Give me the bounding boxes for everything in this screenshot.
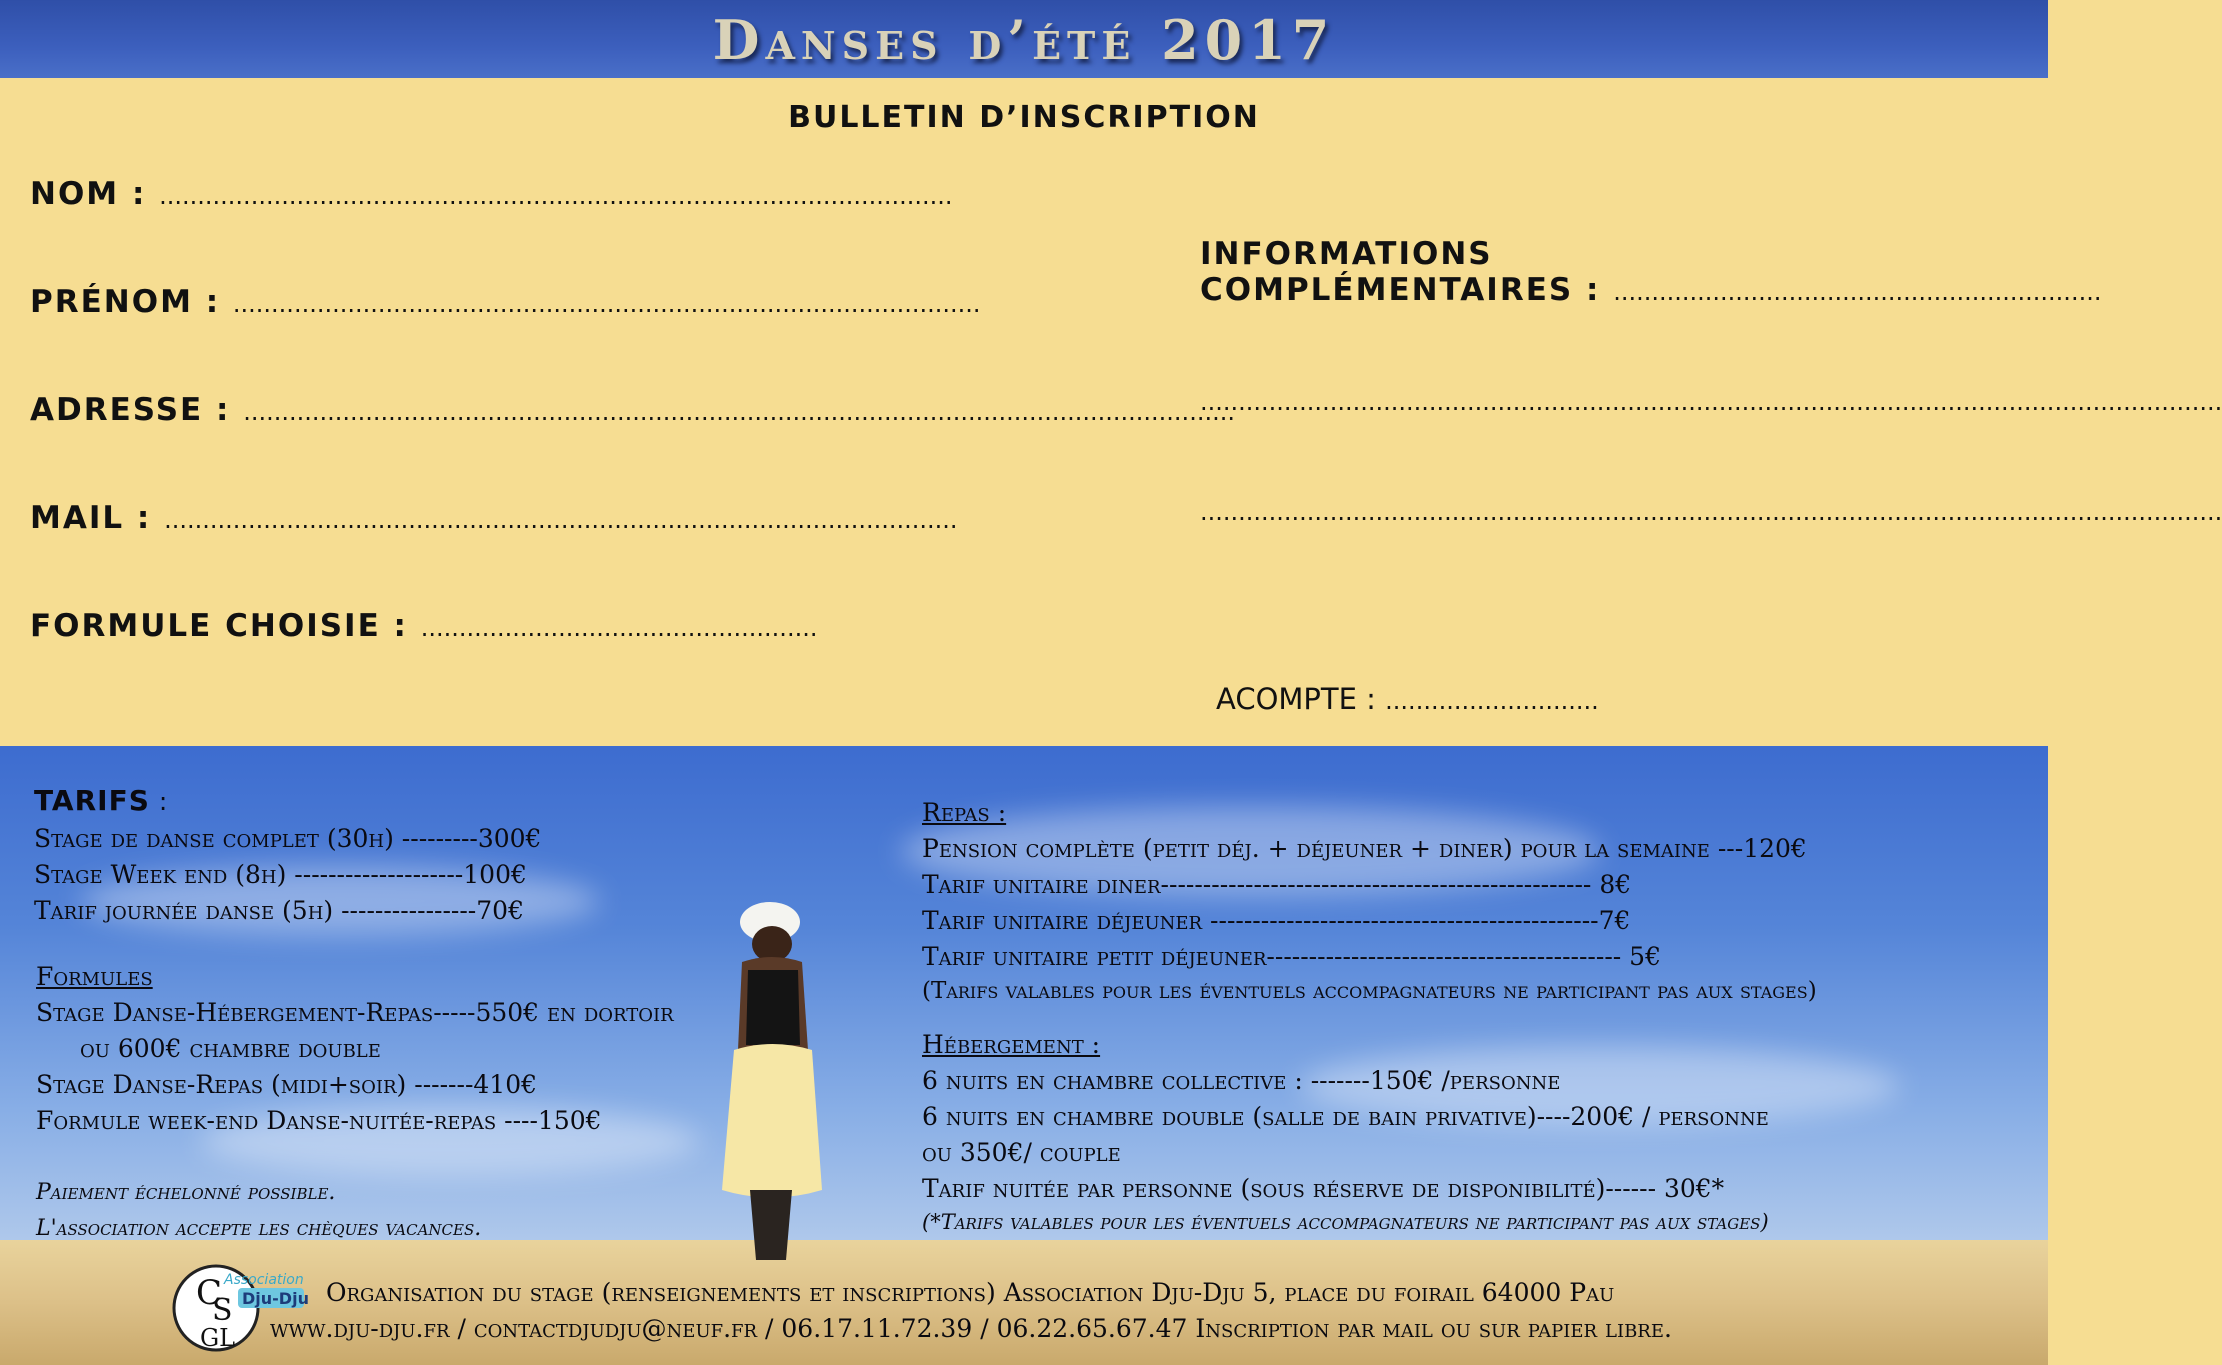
infos-line-3[interactable] xyxy=(1200,492,2222,528)
infos-label-line1: INFORMATIONS xyxy=(1200,236,1493,272)
tarif-line: Tarif journée danse (5h) ----------------70€ xyxy=(34,896,524,925)
formule-field[interactable] xyxy=(30,608,817,644)
tarifs-colon: : xyxy=(149,787,169,816)
mail-field[interactable] xyxy=(30,500,958,536)
formules-heading: Formules xyxy=(36,962,153,991)
adresse-field[interactable] xyxy=(30,392,1235,428)
hebergement-line: 6 nuits en chambre collective : -------150€ /personne xyxy=(922,1066,1561,1095)
prenom-field[interactable] xyxy=(30,284,981,320)
acompte-label: ACOMPTE : xyxy=(1216,682,1376,716)
prenom-label: PRÉNOM : xyxy=(30,284,221,320)
repas-line: Tarif unitaire diner--------------------------------------------------- 8€ xyxy=(922,870,1632,899)
repas-note: (Tarifs valables pour les éventuels accompagnateurs ne participant pas aux stages) xyxy=(922,978,1817,1004)
nom-field[interactable] xyxy=(30,176,953,212)
adresse-dots: .................................................................................................................................. xyxy=(243,398,1235,426)
repas-heading: Repas : xyxy=(922,798,1007,827)
acompte-dots: ............................ xyxy=(1385,687,1599,715)
hebergement-note: (*Tarifs valables pour les éventuels accompagnateurs ne participant pas aux stages) xyxy=(922,1210,1769,1234)
repas-line: Tarif unitaire petit déjeuner------------------------------------------ 5€ xyxy=(922,942,1661,971)
acompte-field[interactable] xyxy=(1216,682,1599,716)
prenom-dots: .................................................................................................. xyxy=(232,290,981,318)
infos-dots: ................................................................ xyxy=(1613,278,2102,306)
hebergement-heading: Hébergement : xyxy=(922,1030,1101,1059)
infos-dots-3: ...................................................................................................................................... xyxy=(1200,498,2222,526)
paiement-line: Paiement échelonné possible. xyxy=(36,1180,336,1205)
formule-dots: .................................................... xyxy=(420,614,818,642)
hebergement-line: ou 350€/ couple xyxy=(922,1138,1121,1167)
paiement-line: L'association accepte les chèques vacances. xyxy=(36,1216,482,1241)
hebergement-line: 6 nuits en chambre double (salle de bain privative)----200€ / personne xyxy=(922,1102,1769,1131)
adresse-label: ADRESSE : xyxy=(30,392,231,428)
formule-line: Formule week-end Danse-nuitée-repas ----150€ xyxy=(36,1106,602,1135)
svg-text:C: C xyxy=(196,1273,223,1313)
mail-dots: ........................................................................................................ xyxy=(164,506,958,534)
mail-label: MAIL : xyxy=(30,500,152,536)
repas-line: Pension complète (petit déj. + déjeuner + diner) pour la semaine ---120€ xyxy=(922,834,1807,863)
svg-text:Dju-Dju: Dju-Dju xyxy=(242,1289,309,1308)
formule-line: Stage Danse-Hébergement-Repas-----550€ en dortoir xyxy=(36,998,674,1027)
infos-dots-2: ...................................................................................................................................... xyxy=(1200,388,2222,416)
formule-line: ou 600€ chambre double xyxy=(80,1034,381,1063)
infos-label-line2: COMPLÉMENTAIRES : xyxy=(1200,272,1601,308)
footer-line-1: Organisation du stage (renseignements et inscriptions) Association Dju-Dju 5, place du foirail 64000 Pau xyxy=(326,1278,1615,1307)
footer-line-2: www.dju-dju.fr / contactdjudju@neuf.fr / 06.17.11.72.39 / 06.22.65.67.47 Inscription par mail ou sur papier libre. xyxy=(270,1314,1672,1343)
svg-text:Association: Association xyxy=(224,1272,304,1288)
svg-text:S: S xyxy=(212,1293,233,1328)
svg-text:GL: GL xyxy=(200,1324,236,1352)
hebergement-line: Tarif nuitée par personne (sous réserve de disponibilité)------ 30€* xyxy=(922,1174,1725,1203)
tarif-line: Stage Week end (8h) --------------------100€ xyxy=(34,860,527,889)
form-title: BULLETIN D’INSCRIPTION xyxy=(788,100,1260,135)
nom-dots: ........................................................................................................ xyxy=(159,182,953,210)
header-title: Danses d’été 2017 xyxy=(712,8,1336,72)
formule-line: Stage Danse-Repas (midi+soir) -------410€ xyxy=(36,1070,538,1099)
formule-label: FORMULE CHOISIE : xyxy=(30,608,408,644)
repas-line: Tarif unitaire déjeuner ----------------------------------------------7€ xyxy=(922,906,1631,935)
infos-line-2[interactable] xyxy=(1200,382,2222,418)
tarifs-heading-row xyxy=(34,784,168,817)
tarifs-heading: TARIFS xyxy=(34,784,150,817)
dancer-illustration xyxy=(690,900,850,1270)
nom-label: NOM : xyxy=(30,176,147,212)
infos-field[interactable] xyxy=(1200,272,2101,308)
tarif-line: Stage de danse complet (30h) ---------300€ xyxy=(34,824,542,853)
